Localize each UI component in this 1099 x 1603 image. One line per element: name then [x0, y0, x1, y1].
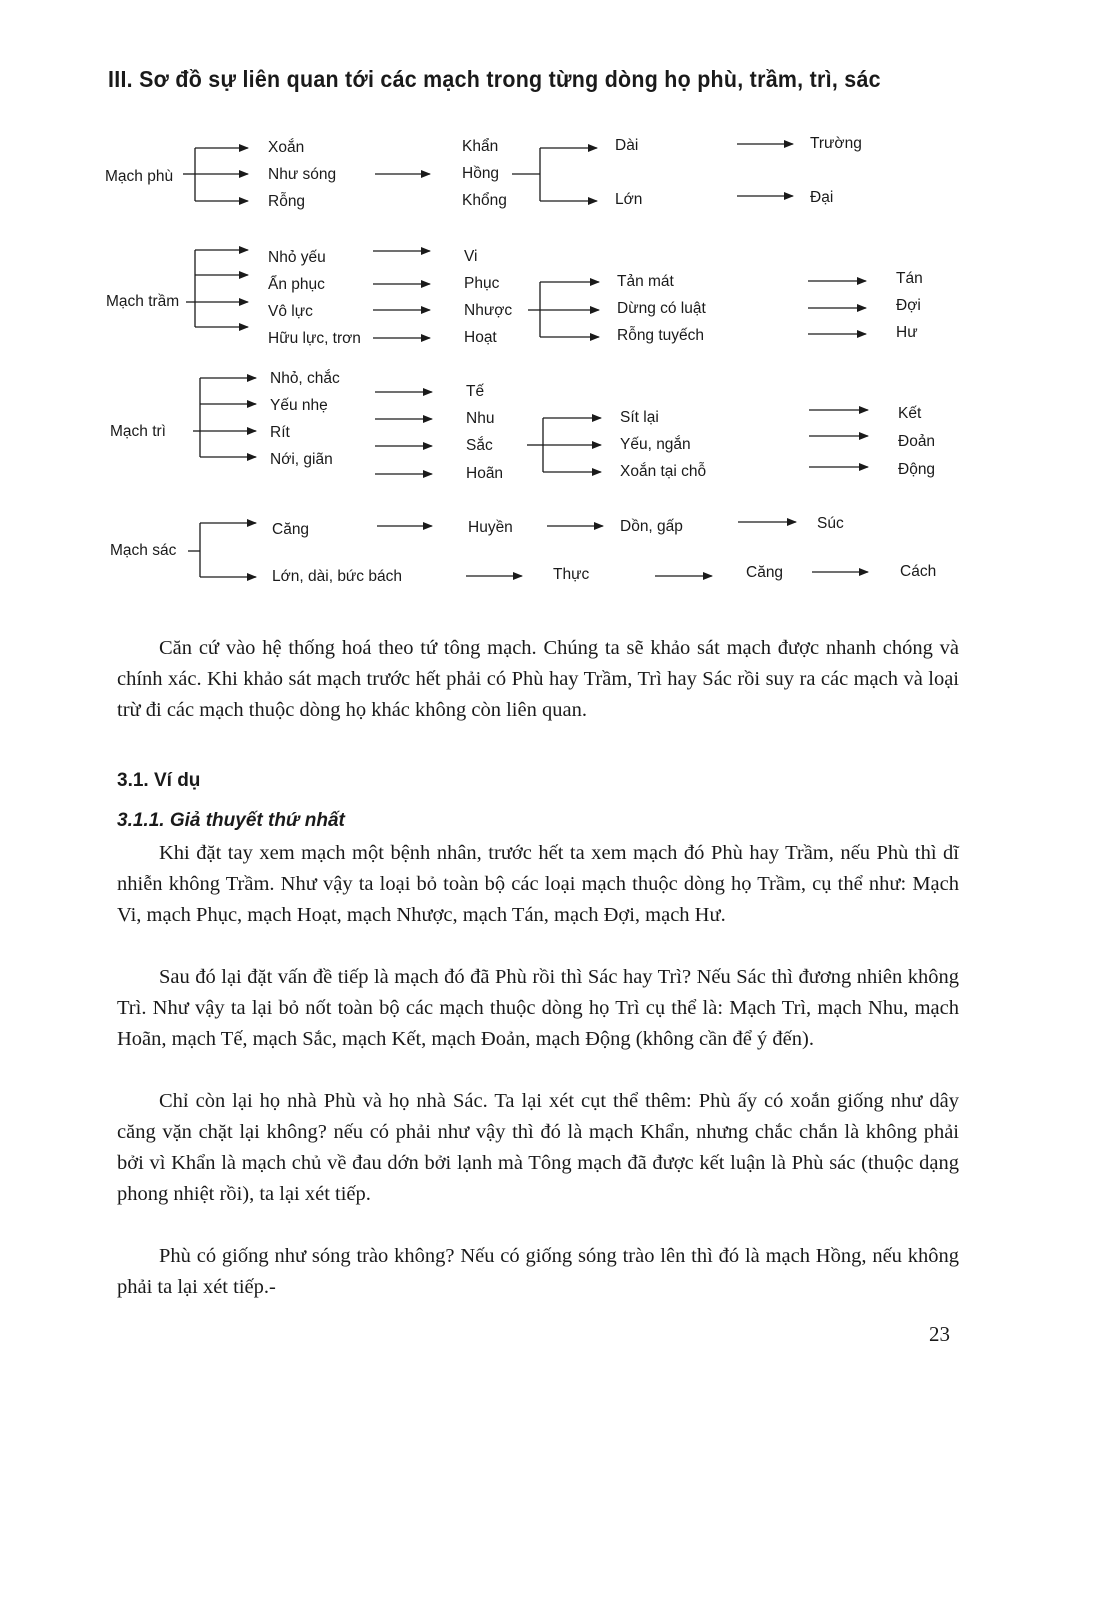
tram-col3-item: Tản mát: [617, 273, 674, 290]
tri-col2-item: Hoãn: [466, 465, 504, 482]
tram-col1-item: Ẩn phục: [268, 276, 325, 293]
tri-col4-item: Đoản: [898, 433, 936, 450]
tram-col1-item: Nhỏ yếu: [268, 249, 326, 266]
sac-row2-item: Căng: [746, 564, 784, 581]
tram-col3-item: Dừng có luật: [617, 300, 706, 317]
tri-col1-item: Rít: [270, 424, 290, 441]
sac-row2-item: Lớn, dài, bức bách: [272, 568, 402, 585]
sac-row1-item: Dồn, gấp: [620, 518, 683, 535]
sac-row2-item: Cách: [900, 563, 937, 580]
root-mach-sac: Mạch sác: [110, 542, 177, 559]
tram-col2-item: Vi: [464, 248, 478, 265]
sac-row1-item: Căng: [272, 521, 310, 538]
tram-col4-item: Đợi: [896, 297, 921, 314]
phu-col2-item: Khẩn: [462, 138, 499, 155]
tram-col4-item: Hư: [896, 324, 918, 341]
pulse-relationship-diagram: [0, 120, 1000, 600]
tram-col4-item: Tán: [896, 270, 923, 287]
phu-col3-item: Lớn: [615, 191, 643, 208]
body-paragraph: Chỉ còn lại họ nhà Phù và họ nhà Sác. Ta lại xét cụt thể thêm: Phù ấy có xoắn giống như dây căng vặn chặt lại không? nếu có phải như vậy thì đó là mạch Khẩn, nhưng chắc chắn là không phải bởi vì Khẩn là mạch chủ về đau dớn bởi lạnh mà Tông mạch đã được kết luận là Phù sác (thuộc dạng phong nhiệt rồi), ta lại xét tiếp.: [117, 1090, 959, 1205]
tram-col2-item: Nhược: [464, 302, 513, 319]
root-mach-phu: Mạch phù: [105, 168, 174, 185]
tri-col3-item: Xoắn tại chỗ: [620, 463, 707, 480]
tri-col2-item: Sắc: [466, 437, 493, 454]
section-title: III. Sơ đồ sự liên quan tới các mạch trong từng dòng họ phù, trầm, trì, sác: [108, 66, 881, 92]
root-mach-tri: Mạch trì: [110, 423, 166, 440]
tram-col3-item: Rỗng tuyếch: [617, 327, 705, 344]
phu-col4-item: Đại: [810, 189, 834, 206]
phu-col2-item: Hồng: [462, 165, 500, 182]
tram-col1-item: Hữu lực, trơn: [268, 330, 361, 347]
body-paragraph: Khi đặt tay xem mạch một bệnh nhân, trước hết ta xem mạch đó Phù hay Trầm, nếu Phù thì dĩ nhiễn không Trầm. Như vậy ta loại bỏ toàn bộ các loại mạch thuộc dòng họ Trầm, cụ thể như: Mạch Vi, mạch Phục, mạch Hoạt, mạch Nhược, mạch Tán, mạch Đợi, mạch Hư.: [117, 842, 959, 926]
body-paragraph: Căn cứ vào hệ thống hoá theo tứ tông mạch. Chúng ta sẽ khảo sát mạch được nhanh chóng và chính xác. Khi khảo sát mạch trước hết phải có Phù hay Trầm, Trì hay Sác rồi suy ra các mạch và loại trừ đi các mạch thuộc dòng họ khác không còn liên quan.: [117, 637, 959, 721]
sac-row2-item: Thực: [553, 566, 590, 583]
tri-col4-item: Động: [898, 461, 936, 478]
tram-col1-item: Vô lực: [268, 303, 313, 320]
phu-col2-item: Khổng: [462, 192, 507, 209]
phu-col3-item: Dài: [615, 137, 639, 154]
body-paragraph: Sau đó lại đặt vấn đề tiếp là mạch đó đã Phù rồi thì Sác hay Trì? Nếu Sác thì đương nhiên không Trì. Như vậy ta lại bỏ nốt toàn bộ các mạch thuộc dòng họ Trì cụ thể là: Mạch Trì, mạch Nhu, mạch Hoãn, mạch Tế, mạch Sắc, mạch Kết, mạch Đoản, mạch Động (không cần để ý đến).: [117, 966, 959, 1050]
phu-col4-item: Trường: [810, 135, 862, 152]
tri-col4-item: Kết: [898, 405, 922, 422]
tri-col1-item: Yếu nhẹ: [270, 397, 328, 414]
section-heading: 3.1. Ví dụ: [117, 770, 201, 791]
root-mach-tram: Mạch trầm: [106, 293, 180, 310]
phu-col1-item: Rỗng: [268, 193, 306, 210]
tri-col3-item: Sít lại: [620, 409, 659, 426]
tram-col2-item: Phục: [464, 275, 500, 292]
tri-col1-item: Nhỏ, chắc: [270, 370, 340, 387]
sac-row1-item: Huyền: [468, 519, 513, 536]
tri-col1-item: Nới, giãn: [270, 451, 333, 468]
subsection-heading: 3.1.1. Giả thuyết thứ nhất: [117, 810, 345, 831]
tri-col3-item: Yếu, ngắn: [620, 436, 691, 453]
phu-col1-item: Xoắn: [268, 139, 305, 156]
sac-row1-item: Súc: [817, 515, 844, 532]
tri-col2-item: Nhu: [466, 410, 495, 427]
body-paragraph: Phù có giống như sóng trào không? Nếu có giống sóng trào lên thì đó là mạch Hồng, nếu không phải ta lại xét tiếp.-: [117, 1245, 959, 1298]
page-number: 23: [929, 1322, 950, 1346]
tri-col2-item: Tế: [466, 383, 485, 400]
tram-col2-item: Hoạt: [464, 329, 497, 346]
phu-col1-item: Như sóng: [268, 166, 337, 183]
